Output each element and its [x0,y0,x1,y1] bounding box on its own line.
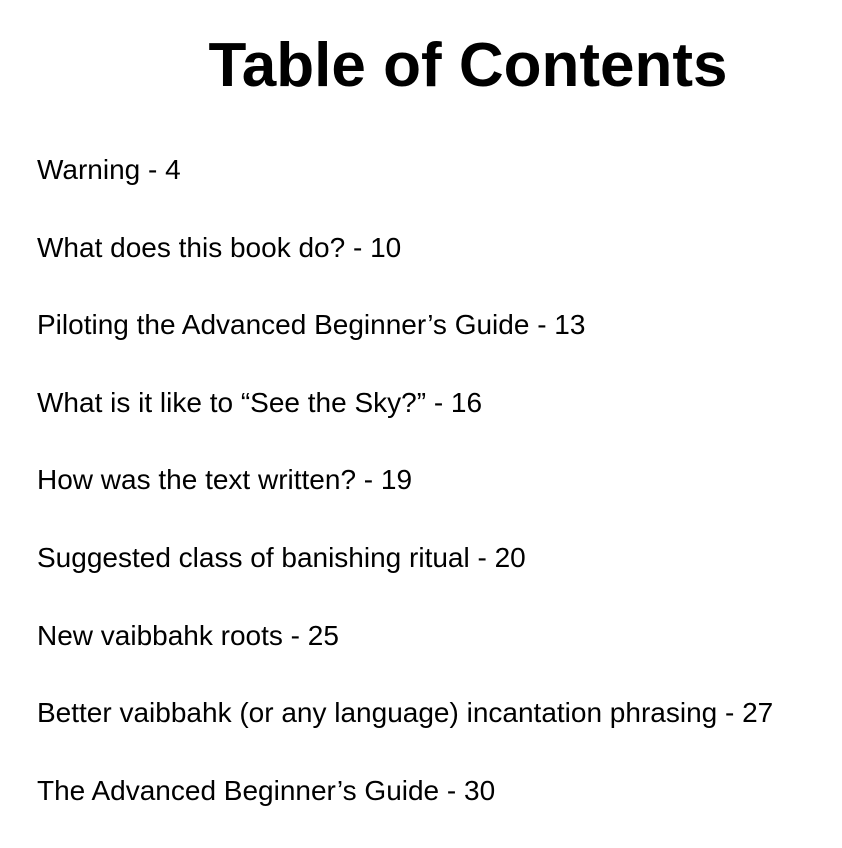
toc-entry-see-the-sky [37,383,773,461]
toc-entry-what-does-this-book-do [37,228,773,306]
toc-entry-text: Piloting the Advanced Beginner’s Guide - 13 [37,309,586,341]
toc-entry-advanced-beginners-guide [37,771,773,848]
toc-entry-banishing-ritual [37,538,773,616]
toc-entry-text: The Advanced Beginner’s Guide - 30 [37,774,496,806]
toc-entry-piloting [37,305,773,383]
toc-entry-text: Better vaibbahk (or any language) incantation phrasing - 27 [37,697,774,729]
toc-entry-warning [37,150,773,228]
toc-entry-text: How was the text written? - 19 [37,464,413,496]
toc-entry-text: What does this book do? - 10 [37,231,402,263]
toc-entry-new-roots [37,616,773,694]
toc-list [37,150,773,848]
page-title: Table of Contents [208,31,728,100]
toc-entry-text: New vaibbahk roots - 25 [37,619,339,651]
toc-entry-incantation-phrasing [37,693,773,771]
toc-entry-how-written [37,460,773,538]
toc-entry-text: What is it like to “See the Sky?” - 16 [37,386,483,418]
toc-entry-text: Warning - 4 [37,154,181,185]
toc-entry-text: Suggested class of banishing ritual - 20 [37,541,526,573]
